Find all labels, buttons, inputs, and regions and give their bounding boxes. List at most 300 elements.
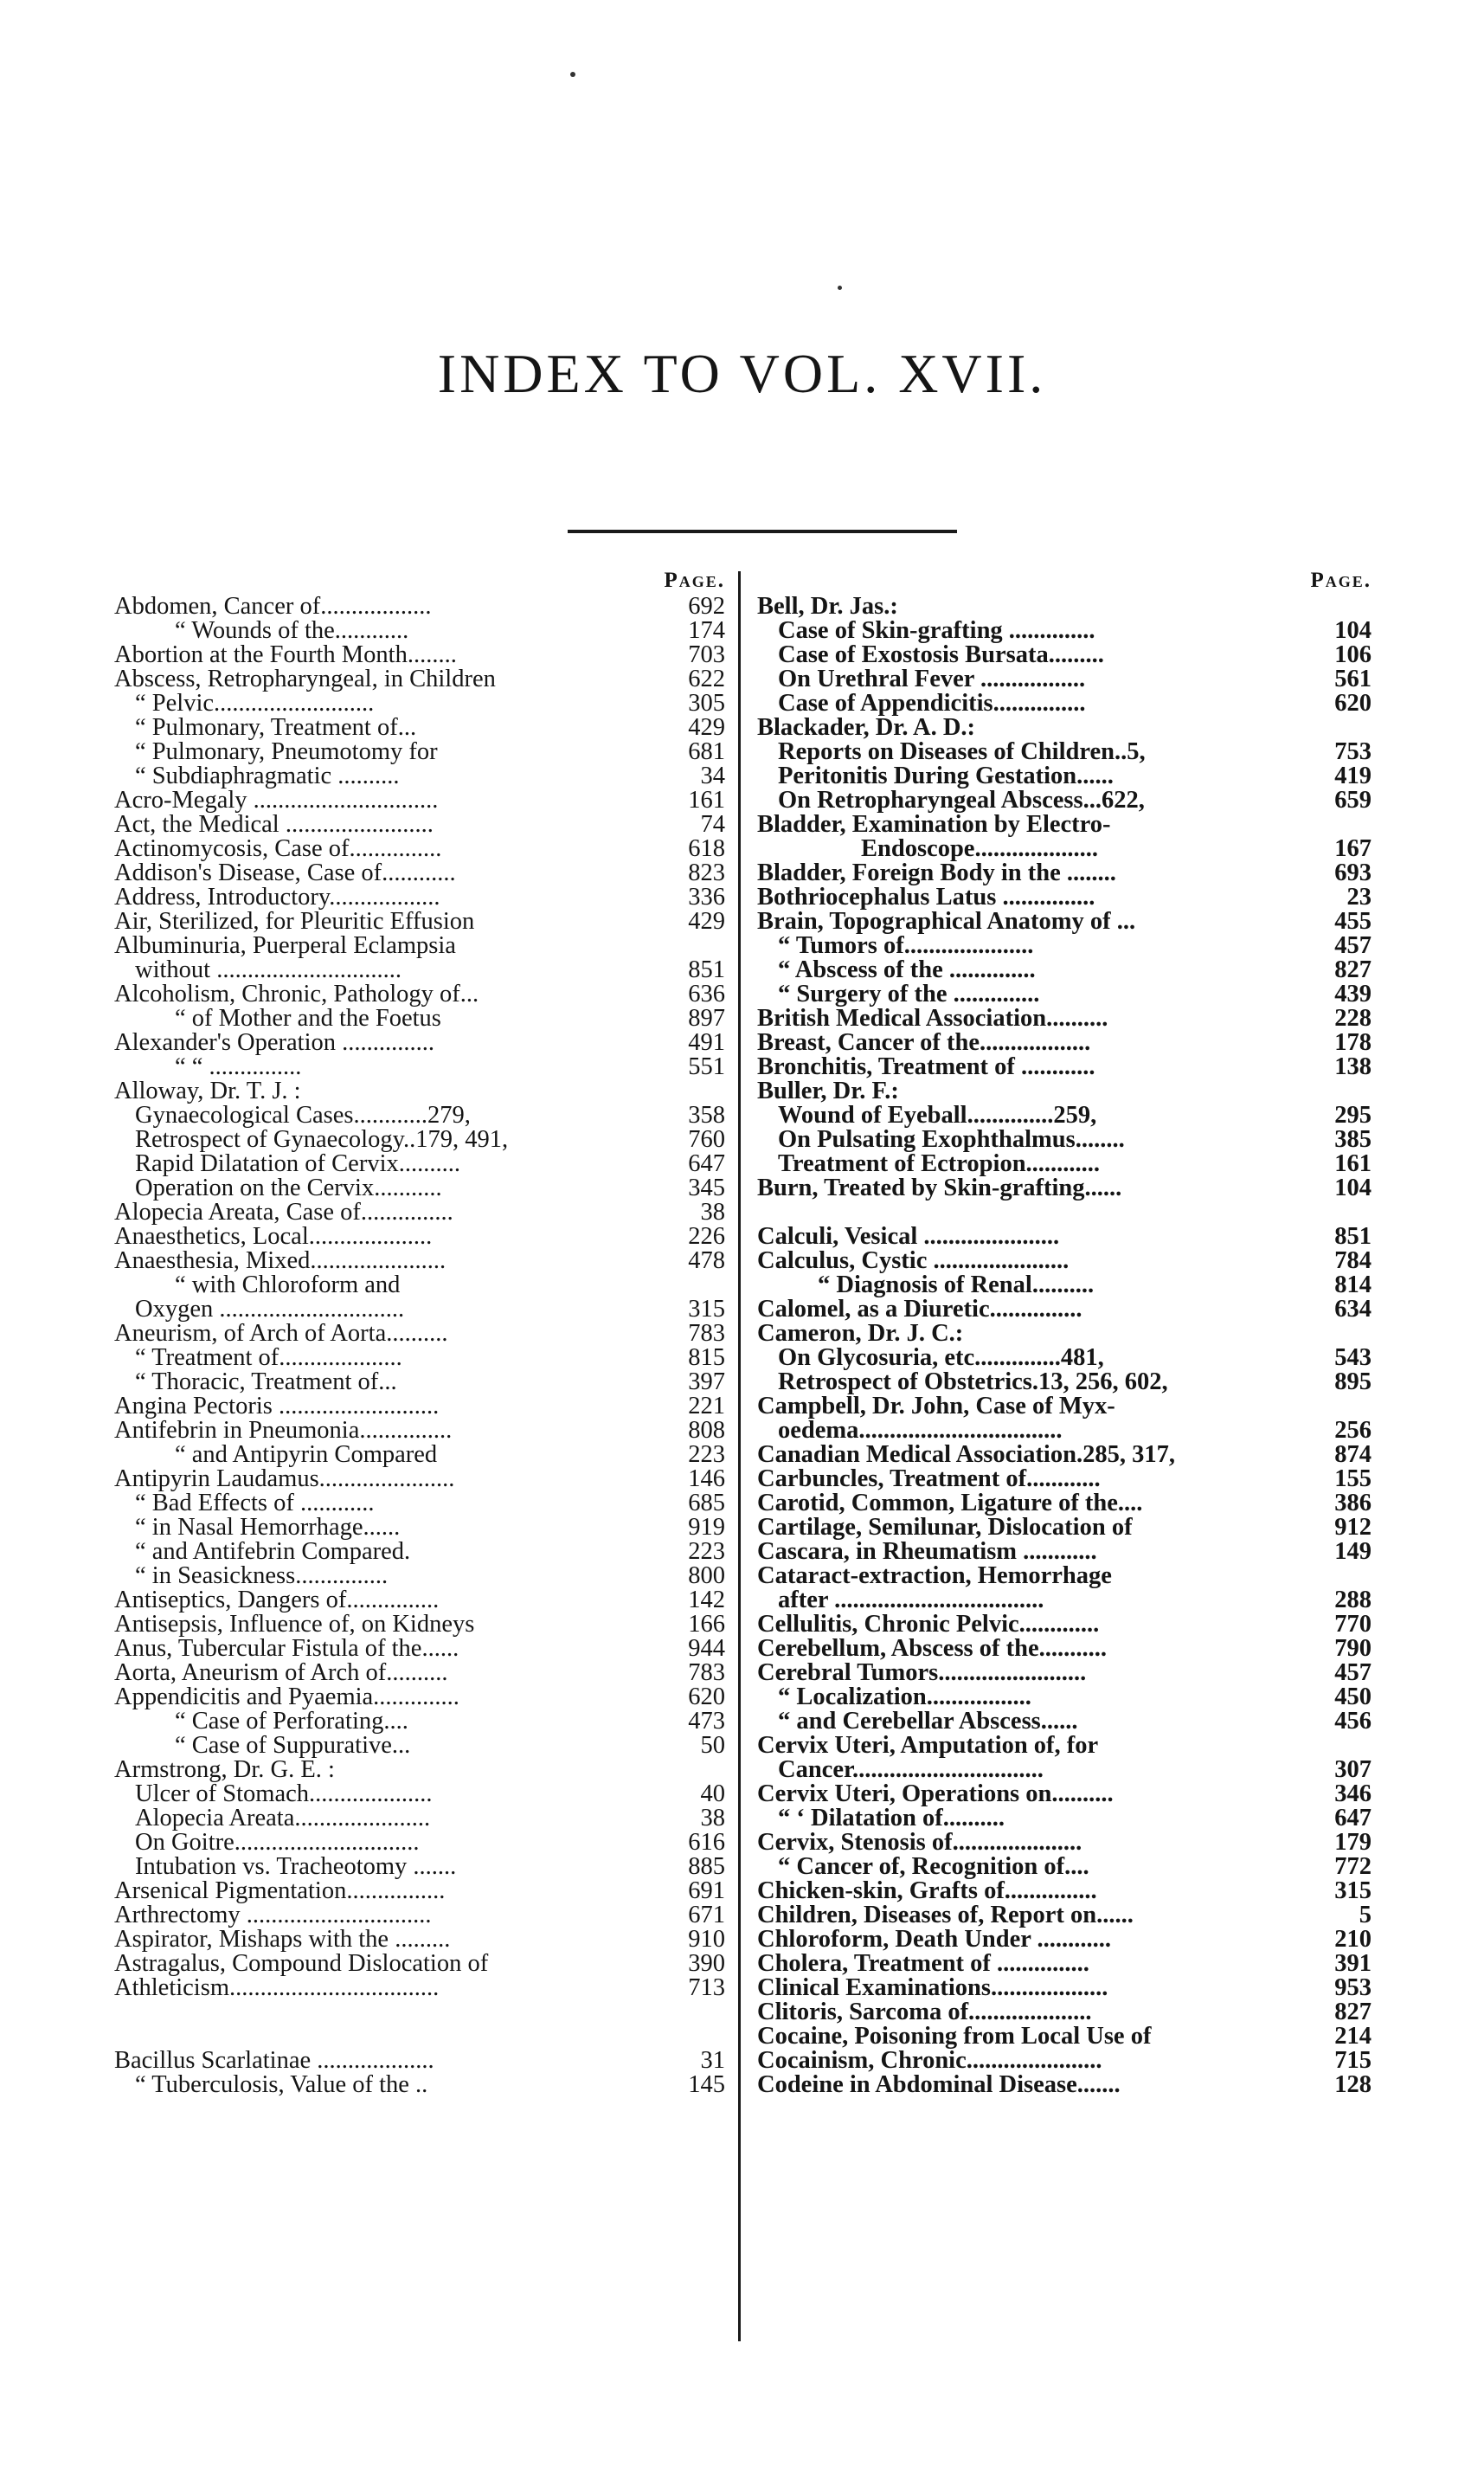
index-entry-page: 912 [1334, 1514, 1372, 1541]
index-entry-page: 784 [1334, 1247, 1372, 1274]
index-entry-text: Chloroform, Death Under ............ [757, 1928, 1112, 1952]
index-entry-text: Burn, Treated by Skin-grafting...... [757, 1176, 1122, 1201]
index-entry [114, 667, 725, 692]
index-entry-text: “ Tuberculosis, Value of the .. [135, 2073, 428, 2097]
index-entry-text: Reports on Diseases of Children..5, [778, 740, 1146, 764]
index-entry [114, 1613, 725, 1637]
index-entry [114, 1516, 725, 1540]
index-entry-text: Clinical Examinations................... [757, 1976, 1108, 2000]
index-entry-page: 636 [688, 981, 725, 1007]
index-entry [757, 2000, 1372, 2025]
index-entry-text: Treatment of Ectropion............ [778, 1152, 1101, 1176]
index-entry-text: Case of Exostosis Bursata......... [778, 643, 1104, 667]
index-entry [757, 885, 1372, 910]
index-entry-page: 457 [1334, 932, 1372, 959]
index-entry [757, 1297, 1372, 1322]
index-entry-text: “ and Cerebellar Abscess...... [778, 1709, 1078, 1734]
index-entry-text: “ Case of Suppurative... [175, 1734, 411, 1758]
index-entry-text: Cataract-extraction, Hemorrhage [757, 1564, 1112, 1588]
index-entry [114, 1201, 725, 1225]
index-entry-page: 397 [688, 1368, 725, 1395]
index-entry-page: 390 [688, 1950, 725, 1977]
index-entry-text: Cameron, Dr. J. C.: [757, 1322, 964, 1346]
index-entry-text: Breast, Cancer of the.................. [757, 1031, 1091, 1055]
index-entry [757, 2025, 1372, 2049]
index-entry-text: “ in Seasickness............... [135, 1564, 389, 1588]
index-entry-text: Gynaecological Cases............279, [135, 1104, 471, 1128]
index-entry [757, 910, 1372, 934]
index-entry-text: Aneurism, of Arch of Aorta.......... [114, 1322, 448, 1346]
index-entry-text: Cocaine, Poisoning from Local Use of [757, 2025, 1152, 2049]
index-entry [757, 1806, 1372, 1831]
index-entry-text: Abdomen, Cancer of.................. [114, 595, 432, 619]
index-entry-page: 174 [688, 617, 725, 644]
page-column-label-right: Page. [1310, 569, 1372, 592]
index-entry-page: 620 [1334, 690, 1372, 717]
index-entry-text: Alopecia Areata, Case of............... [114, 1201, 453, 1225]
index-entry [114, 2025, 725, 2049]
index-entry-text: Operation on the Cervix........... [135, 1176, 442, 1201]
index-entry [757, 1007, 1372, 1031]
index-entry-text: Armstrong, Dr. G. E. : [114, 1758, 335, 1782]
index-entry-page: 691 [688, 1877, 725, 1904]
index-entry-text: Antisepsis, Influence of, on Kidneys [114, 1613, 475, 1637]
index-entries-right [757, 595, 1372, 2097]
index-entry-text: Abscess, Retropharyngeal, in Children [114, 667, 496, 692]
index-entry-page: 455 [1334, 908, 1372, 935]
index-entry-text: Carotid, Common, Ligature of the.... [757, 1491, 1143, 1516]
index-entry [757, 1540, 1372, 1564]
index-entry-text: Calculus, Cystic ...................... [757, 1249, 1070, 1273]
index-entry [114, 2000, 725, 2025]
index-entry [114, 716, 725, 740]
index-entry-page: 228 [1334, 1005, 1372, 1032]
index-entry-page: 693 [1334, 859, 1372, 886]
index-entry-text: Endoscope.................... [861, 837, 1098, 861]
column-divider [738, 571, 741, 2341]
index-entry [114, 692, 725, 716]
index-entry-text: Ulcer of Stomach.................... [135, 1782, 433, 1806]
index-entry-text: Chicken-skin, Grafts of............... [757, 1879, 1097, 1903]
index-entry-page: 561 [1334, 666, 1372, 692]
index-entry-text: Angina Pectoris .......................... [114, 1394, 440, 1419]
index-entry [757, 1758, 1372, 1782]
index-entry [114, 1079, 725, 1104]
index-entry-text: Children, Diseases of, Report on...... [757, 1903, 1134, 1928]
index-entry [757, 1709, 1372, 1734]
index-entry-page: 491 [688, 1029, 725, 1056]
index-entry-page: 815 [688, 1344, 725, 1371]
index-entry-page: 256 [1334, 1417, 1372, 1444]
index-entry [114, 789, 725, 813]
index-entry-text: Cocainism, Chronic...................... [757, 2049, 1102, 2073]
index-entry-page: 155 [1334, 1465, 1372, 1492]
index-entry-text: Case of Skin-grafting .............. [778, 619, 1095, 643]
index-entry-page: 808 [688, 1417, 725, 1444]
index-entry-page: 543 [1334, 1344, 1372, 1371]
index-entry [757, 1370, 1372, 1394]
index-entry [757, 1952, 1372, 1976]
index-entry-text: Alexander's Operation ............... [114, 1031, 434, 1055]
index-entry-text: Cervix Uteri, Operations on.......... [757, 1782, 1114, 1806]
index-entry-text: “ Pulmonary, Treatment of... [135, 716, 417, 740]
index-entry-page: 895 [1334, 1368, 1372, 1395]
index-entry [114, 1419, 725, 1443]
index-entry-text: “ Abscess of the .............. [778, 958, 1036, 982]
index-entry [757, 1491, 1372, 1516]
index-entry-text: On Retropharyngeal Abscess...622, [778, 789, 1145, 813]
index-entry [757, 789, 1372, 813]
index-entry-text: Aspirator, Mishaps with the ......... [114, 1928, 451, 1952]
index-entry [757, 619, 1372, 643]
page-title: INDEX TO VOL. XVII. [437, 343, 1047, 404]
index-entry-text: Cerebellum, Abscess of the........... [757, 1637, 1107, 1661]
index-entry-text: Arsenical Pigmentation................ [114, 1879, 446, 1903]
index-entry [114, 1007, 725, 1031]
index-entry-page: 128 [1334, 2071, 1372, 2098]
index-entry-page: 473 [688, 1708, 725, 1735]
index-entry-page: 827 [1334, 956, 1372, 983]
index-entry-page: 346 [1334, 1780, 1372, 1807]
index-entry [757, 1685, 1372, 1709]
index-entry [757, 1588, 1372, 1613]
title-rule [568, 530, 957, 533]
index-entry [114, 1637, 725, 1661]
index-entry-text: Clitoris, Sarcoma of.................... [757, 2000, 1092, 2025]
index-entry-page: 874 [1334, 1441, 1372, 1468]
index-entry [757, 813, 1372, 837]
index-entry [757, 1831, 1372, 1855]
index-entry-text: “ of Mother and the Foetus [175, 1007, 441, 1031]
index-entry-text: “ Subdiaphragmatic .......... [135, 764, 400, 789]
index-entry-page: 345 [688, 1175, 725, 1201]
index-entry [114, 1928, 725, 1952]
index-entry [757, 1225, 1372, 1249]
index-entry-page: 551 [688, 1053, 725, 1080]
index-entry [757, 982, 1372, 1007]
index-entry-text: Cancer............................... [778, 1758, 1044, 1782]
index-entry-text: Bronchitis, Treatment of ............ [757, 1055, 1095, 1079]
index-entry [114, 1176, 725, 1201]
index-entry-text: after .................................. [778, 1588, 1044, 1613]
index-entry-text: Act, the Medical ........................ [114, 813, 434, 837]
index-entry [114, 1273, 725, 1297]
index-entry [757, 2049, 1372, 2073]
index-entry-text: Carbuncles, Treatment of............ [757, 1467, 1101, 1491]
index-entry-text: “ Treatment of.................... [135, 1346, 402, 1370]
index-entry-text: Case of Appendicitis............... [778, 692, 1086, 716]
index-entry [757, 1613, 1372, 1637]
index-entry [757, 837, 1372, 861]
index-entry-page: 634 [1334, 1296, 1372, 1323]
index-entry-text: “ Bad Effects of ............ [135, 1491, 375, 1516]
index-entry-page: 210 [1334, 1926, 1372, 1953]
index-entry [114, 1564, 725, 1588]
index-entry-page: 851 [1334, 1223, 1372, 1250]
index-entry-page: 457 [1334, 1659, 1372, 1686]
index-entry [757, 1782, 1372, 1806]
index-entry-page: 179 [1334, 1829, 1372, 1856]
index-entry [114, 1685, 725, 1709]
index-entry [114, 1879, 725, 1903]
index-entry-text: without .............................. [135, 958, 402, 982]
index-entry [757, 1055, 1372, 1079]
index-entry-text: Cervix, Stenosis of..................... [757, 1831, 1082, 1855]
index-entry [114, 1322, 725, 1346]
index-entry-text: “ Diagnosis of Renal.......... [818, 1273, 1095, 1297]
index-entry-page: 753 [1334, 738, 1372, 765]
index-entry [757, 595, 1372, 619]
index-entry [114, 1249, 725, 1273]
index-entry-text: Bladder, Foreign Body in the ........ [757, 861, 1116, 885]
index-entry-page: 138 [1334, 1053, 1372, 1080]
index-entry-page: 783 [688, 1320, 725, 1347]
index-entry [114, 885, 725, 910]
index-entry-page: 167 [1334, 835, 1372, 862]
index-entry-page: 34 [700, 763, 725, 789]
index-entry [757, 1976, 1372, 2000]
index-entry [757, 1467, 1372, 1491]
index-entry-page: 659 [1334, 787, 1372, 814]
index-entry-page: 178 [1334, 1029, 1372, 1056]
index-entry [757, 934, 1372, 958]
index-entry-text: Calculi, Vesical ...................... [757, 1225, 1060, 1249]
index-entry-page: 226 [688, 1223, 725, 1250]
index-entry [114, 1031, 725, 1055]
index-entry-text: Alloway, Dr. T. J. : [114, 1079, 301, 1104]
index-entry-page: 827 [1334, 1999, 1372, 2025]
index-entry-text: Peritonitis During Gestation...... [778, 764, 1114, 789]
index-entry-page: 622 [688, 666, 725, 692]
index-entry [757, 667, 1372, 692]
index-entry-text: Bacillus Scarlatinae ................... [114, 2049, 434, 2073]
index-entry-text: On Glycosuria, etc..............481, [778, 1346, 1104, 1370]
index-entry-page: 104 [1334, 617, 1372, 644]
index-entry-text: Antiseptics, Dangers of............... [114, 1588, 440, 1613]
index-entry-text: Buller, Dr. F.: [757, 1079, 899, 1104]
index-entry-page: 161 [688, 787, 725, 814]
index-entry-page: 760 [688, 1126, 725, 1153]
index-entry-page: 23 [1346, 884, 1372, 911]
index-entry-page: 823 [688, 859, 725, 886]
index-entry [757, 1322, 1372, 1346]
index-entry [114, 1128, 725, 1152]
index-entry-text: Wound of Eyeball..............259, [778, 1104, 1097, 1128]
index-entry-page: 161 [1334, 1150, 1372, 1177]
index-entry [757, 1273, 1372, 1297]
index-entry-text: Acro-Megaly .............................. [114, 789, 439, 813]
index-entry-text: Cellulitis, Chronic Pelvic............. [757, 1613, 1100, 1637]
index-entry [114, 764, 725, 789]
index-entry-page: 429 [688, 908, 725, 935]
index-entry [757, 1419, 1372, 1443]
index-entry [114, 813, 725, 837]
index-entry-text: Retrospect of Gynaecology..179, 491, [135, 1128, 509, 1152]
index-entry-page: 315 [1334, 1877, 1372, 1904]
index-entry [114, 1394, 725, 1419]
index-entry [757, 861, 1372, 885]
index-entry-page: 450 [1334, 1683, 1372, 1710]
index-entry-page: 40 [700, 1780, 725, 1807]
index-entry-text: “ in Nasal Hemorrhage...... [135, 1516, 401, 1540]
index-entry-page: 885 [688, 1853, 725, 1880]
index-entry [757, 1637, 1372, 1661]
index-entry [114, 1055, 725, 1079]
index-entry [757, 740, 1372, 764]
index-entry [114, 1540, 725, 1564]
index-column-right [757, 567, 1372, 2097]
index-entry [114, 934, 725, 958]
index-entry [114, 1225, 725, 1249]
index-entry [114, 1734, 725, 1758]
index-entry [114, 2049, 725, 2073]
index-entry-text: Cerebral Tumors........................ [757, 1661, 1087, 1685]
index-entry [757, 1346, 1372, 1370]
index-entry-page: 713 [688, 1974, 725, 2001]
index-entry-page: 142 [688, 1587, 725, 1613]
index-entry-page: 295 [1334, 1102, 1372, 1129]
index-entry-page: 336 [688, 884, 725, 911]
index-entry-page: 671 [688, 1902, 725, 1928]
index-entry [114, 837, 725, 861]
index-entry-text: Arthrectomy .............................. [114, 1903, 432, 1928]
index-entry-text: “ Cancer of, Recognition of.... [778, 1855, 1089, 1879]
index-entry [757, 716, 1372, 740]
index-entry [114, 910, 725, 934]
index-entry-text: Codeine in Abdominal Disease....... [757, 2073, 1121, 2097]
index-entry-text: “ with Chloroform and [175, 1273, 401, 1297]
index-entry-text: “ Localization................. [778, 1685, 1031, 1709]
index-entry-page: 681 [688, 738, 725, 765]
index-entry-page: 647 [1334, 1805, 1372, 1831]
index-entry [114, 1346, 725, 1370]
index-entry-page: 214 [1334, 2023, 1372, 2050]
index-entry-text: Address, Introductory.................. [114, 885, 440, 910]
index-entry-page: 50 [700, 1732, 725, 1759]
index-entry [757, 1128, 1372, 1152]
index-entry [757, 1443, 1372, 1467]
index-entry-page: 31 [700, 2047, 725, 2074]
index-entry-text: Bell, Dr. Jas.: [757, 595, 898, 619]
index-entry [757, 1104, 1372, 1128]
index-column-left [114, 567, 725, 2097]
index-entry [114, 1152, 725, 1176]
index-entry-text: Athleticism.................................. [114, 1976, 440, 2000]
index-entry-page: 385 [1334, 1126, 1372, 1153]
index-entry-page: 5 [1359, 1902, 1372, 1928]
ink-speck-top [570, 72, 575, 77]
index-entry-page: 620 [688, 1683, 725, 1710]
index-entry-text: Aorta, Aneurism of Arch of.......... [114, 1661, 448, 1685]
index-entry-page: 74 [700, 811, 725, 838]
index-entry-page: 800 [688, 1562, 725, 1589]
index-entry-text: Alcoholism, Chronic, Pathology of... [114, 982, 479, 1007]
index-entry [114, 619, 725, 643]
index-entry-text: Intubation vs. Tracheotomy ....... [135, 1855, 457, 1879]
ink-speck-right [838, 286, 842, 290]
index-entry [757, 2073, 1372, 2097]
index-entry-text: Campbell, Dr. John, Case of Myx- [757, 1394, 1115, 1419]
index-entry-text: “ Surgery of the .............. [778, 982, 1040, 1007]
index-entry-text: Alopecia Areata...................... [135, 1806, 431, 1831]
index-entry-page: 104 [1334, 1175, 1372, 1201]
index-entry [114, 958, 725, 982]
index-entry-text: On Goitre.............................. [135, 1831, 420, 1855]
index-entry-text: On Urethral Fever ................. [778, 667, 1086, 692]
index-entry-page: 790 [1334, 1635, 1372, 1662]
index-entry-page: 715 [1334, 2047, 1372, 2074]
index-entry-text: Oxygen .............................. [135, 1297, 405, 1322]
index-entry-page: 814 [1334, 1271, 1372, 1298]
index-entry [114, 1297, 725, 1322]
index-entry-text: oedema................................. [778, 1419, 1063, 1443]
index-entry-text: On Pulsating Exophthalmus........ [778, 1128, 1125, 1152]
index-entry-page: 703 [688, 641, 725, 668]
index-entry [114, 643, 725, 667]
index-entry [757, 1249, 1372, 1273]
index-entry-text: “ and Antipyrin Compared [175, 1443, 438, 1467]
index-entry-page: 647 [688, 1150, 725, 1177]
index-entry-text: Antifebrin in Pneumonia............... [114, 1419, 453, 1443]
index-entry-text: Bothriocephalus Latus ............... [757, 885, 1095, 910]
index-entry-text: Rapid Dilatation of Cervix.......... [135, 1152, 460, 1176]
index-entry [757, 643, 1372, 667]
index-entry [757, 1903, 1372, 1928]
index-entry-text: Anaesthesia, Mixed...................... [114, 1249, 446, 1273]
index-entry [757, 764, 1372, 789]
index-entry-page: 38 [700, 1199, 725, 1226]
index-entry-page: 305 [688, 690, 725, 717]
index-entry [757, 692, 1372, 716]
index-entry [757, 1928, 1372, 1952]
index-entry [757, 1855, 1372, 1879]
index-entry-text: Blackader, Dr. A. D.: [757, 716, 976, 740]
index-entry-page: 685 [688, 1490, 725, 1516]
index-entry-page: 307 [1334, 1756, 1372, 1783]
index-entry-text: Cervix Uteri, Amputation of, for [757, 1734, 1099, 1758]
index-entry [114, 861, 725, 885]
index-entry-page: 38 [700, 1805, 725, 1831]
index-entry-text: Anaesthetics, Local.................... [114, 1225, 433, 1249]
index-entry [114, 1467, 725, 1491]
index-entry-text: Bladder, Examination by Electro- [757, 813, 1111, 837]
index-entry-page: 429 [688, 714, 725, 741]
index-entry [757, 1661, 1372, 1685]
index-entry [757, 1201, 1372, 1225]
index-entry-text: Retrospect of Obstetrics.13, 256, 602, [778, 1370, 1168, 1394]
index-entry [757, 1516, 1372, 1540]
index-entry [114, 1782, 725, 1806]
index-entry-page: 456 [1334, 1708, 1372, 1735]
index-entry-text: Astragalus, Compound Dislocation of [114, 1952, 489, 1976]
index-entry [114, 1806, 725, 1831]
index-entry-text: Albuminuria, Puerperal Eclampsia [114, 934, 456, 958]
index-entry-text: “ and Antifebrin Compared. [135, 1540, 411, 1564]
index-entry [114, 1443, 725, 1467]
index-entry [114, 1709, 725, 1734]
index-entry-page: 851 [688, 956, 725, 983]
index-entry-page: 221 [688, 1393, 725, 1419]
index-entry [757, 1394, 1372, 1419]
index-entry [114, 1661, 725, 1685]
index-entry-page: 149 [1334, 1538, 1372, 1565]
index-entry-text: “ Pelvic.......................... [135, 692, 375, 716]
index-entry-text: “ “ ............... [175, 1055, 302, 1079]
index-entry [114, 1903, 725, 1928]
index-entry [114, 1976, 725, 2000]
index-entry-page: 223 [688, 1441, 725, 1468]
index-entry [114, 1104, 725, 1128]
